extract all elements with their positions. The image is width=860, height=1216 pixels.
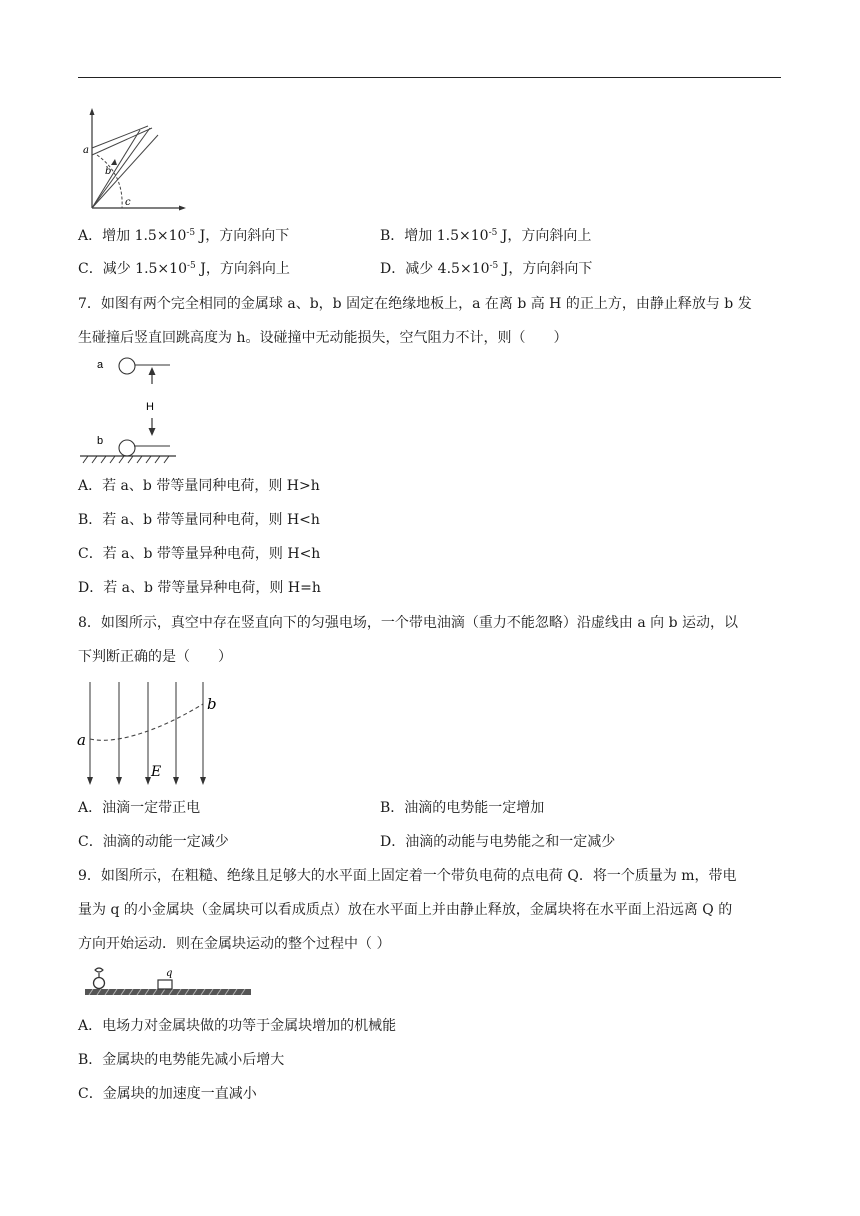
q8-label-a: a [77, 731, 86, 749]
q8-label-b: b [207, 695, 217, 713]
q9-stem-line1: 9．如图所示，在粗糙、绝缘且足够大的水平面上固定着一个带负电荷的点电荷 Q．将一个质量为 m，带电 [78, 868, 737, 884]
q8-stem-line1: 8．如图所示，真空中存在竖直向下的匀强电场，一个带电油滴（重力不能忽略）沿虚线由 a 向 b 运动，以 [78, 615, 739, 631]
q6-label-b: b [105, 166, 112, 177]
q9-option-b: B．金属块的电势能先减小后增大 [78, 1052, 285, 1068]
q7-figure [78, 352, 180, 468]
q7-stem-line2: 生碰撞后竖直回跳高度为 h。设碰撞中无动能损失，空气阻力不计，则（ ） [78, 330, 568, 346]
q9-label-q: q [166, 968, 173, 979]
q9-figure [85, 964, 253, 998]
q7-option-a: A．若 a、b 带等量同种电荷，则 H>h [78, 478, 320, 494]
q8-option-c: C．油滴的动能一定减少 [78, 834, 229, 850]
q8-option-d: D．油滴的动能与电势能之和一定减少 [380, 834, 616, 850]
q7-option-d: D．若 a、b 带等量异种电荷，则 H=h [78, 580, 321, 596]
q7-label-H: H [146, 401, 154, 413]
q8-figure [72, 678, 222, 790]
q6-label-c: c [125, 197, 131, 208]
q6-option-b: B．增加 $1.5\times 10^{-5}$ J，方向斜向上 [380, 228, 592, 244]
header-rule [78, 77, 781, 78]
q7-label-b: b [97, 435, 104, 447]
q7-label-a: a [97, 359, 104, 371]
q9-stem-line2: 量为 q 的小金属块（金属块可以看成质点）放在水平面上并由静止释放，金属块将在水平面上沿远离 Q 的 [78, 902, 733, 918]
q6-option-d: D．减少 $4.5\times 10^{-5}$ J，方向斜向下 [380, 261, 593, 277]
q7-option-b: B．若 a、b 带等量同种电荷，则 H<h [78, 512, 320, 528]
q8-option-a: A．油滴一定带正电 [78, 800, 201, 816]
q9-option-c: C．金属块的加速度一直减小 [78, 1086, 257, 1102]
q7-option-c: C．若 a、b 带等量异种电荷，则 H<h [78, 546, 321, 562]
q8-label-E: E [151, 764, 162, 780]
q7-stem-line1: 7．如图有两个完全相同的金属球 a、b，b 固定在绝缘地板上，a 在离 b 高 H 的正上方，由静止释放与 b 发 [78, 296, 752, 312]
q6-figure [80, 108, 188, 214]
q6-option-a: A．增加 $1.5\times 10^{-5}$ J，方向斜向下 [78, 228, 290, 244]
q6-label-a: a [83, 145, 89, 156]
q8-option-b: B．油滴的电势能一定增加 [380, 800, 545, 816]
q8-stem-line2: 下判断正确的是（ ） [78, 649, 232, 665]
q6-option-c: C．减少 $1.5\times 10^{-5}$ J，方向斜向上 [78, 261, 290, 277]
q9-option-a: A．电场力对金属块做的功等于金属块增加的机械能 [78, 1018, 397, 1034]
q9-stem-line3: 方向开始运动．则在金属块运动的整个过程中（ ） [78, 936, 391, 952]
